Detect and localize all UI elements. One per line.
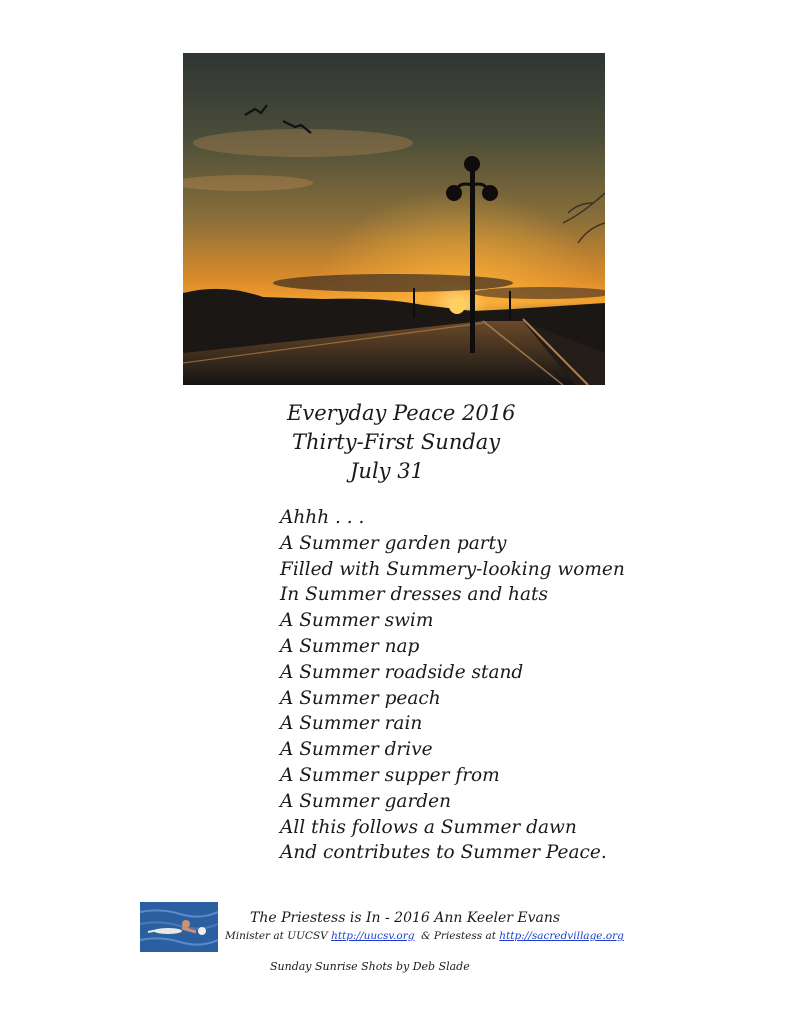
sacredvillage-link[interactable]: http://sacredvillage.org	[499, 930, 624, 942]
heading-title: Everyday Peace 2016	[287, 401, 516, 425]
poem-line: A Summer garden	[280, 790, 452, 812]
poem-line: A Summer drive	[280, 739, 433, 761]
footer-title: The Priestess is In - 2016 Ann Keeler Evans	[250, 910, 561, 926]
photo-credit: Sunday Sunrise Shots by Deb Slade	[270, 960, 470, 973]
priestess-text: & Priestess at	[414, 930, 500, 942]
uucsv-link[interactable]: http://uucsv.org	[331, 930, 415, 942]
poem-line: A Summer rain	[280, 713, 423, 735]
poem-line: A Summer swim	[280, 610, 434, 632]
poem-line: A Summer peach	[280, 687, 441, 709]
minister-text: Minister at UUCSV	[225, 930, 332, 942]
poem-line: A Summer garden party	[280, 532, 507, 554]
poem-line: A Summer nap	[280, 635, 420, 657]
sunrise-photo	[183, 53, 605, 385]
poem-line: Ahhh . . .	[280, 507, 365, 528]
poem-line: Filled with Summery-looking women	[280, 558, 625, 580]
poem-line: And contributes to Summer Peace.	[280, 842, 607, 864]
poem-line: A Summer supper from	[280, 764, 500, 786]
footer-contact-line	[225, 930, 624, 942]
swimmer-photo	[140, 902, 218, 952]
poem-line: All this follows a Summer dawn	[280, 816, 577, 838]
poem-line: In Summer dresses and hats	[280, 584, 548, 606]
heading-date: July 31	[350, 459, 424, 483]
heading-subtitle: Thirty-First Sunday	[292, 430, 501, 454]
poem-line: A Summer roadside stand	[280, 661, 524, 683]
poem	[280, 505, 700, 866]
